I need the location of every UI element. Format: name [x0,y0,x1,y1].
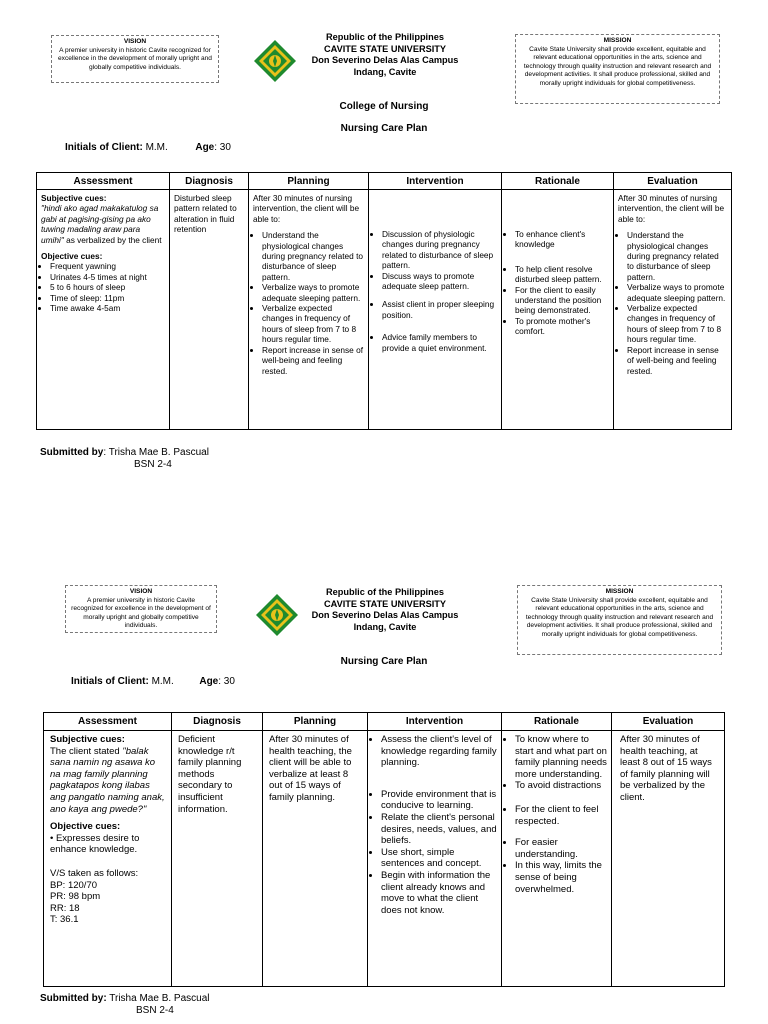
initials-value: M.M. [145,142,168,153]
list-item: • To promote mother's comfort. [515,316,609,337]
planning-cell [249,190,369,430]
list-item: • Relate the client's personal desires, needs, values, and beliefs. [381,812,497,847]
vision-text: A premier university in historic Cavite recognized for excellence in the development of morally upright and globally competitive individuals. [58,46,212,71]
submitted-name: : Trisha Mae B. Pascual [103,447,209,458]
list-item: • In this way, limits the sense of being overwhelmed. [515,860,607,895]
mission-title: MISSION [605,588,634,595]
submitted-by-1 [40,447,209,471]
mission-text: Cavite State University shall provide excellent, equitable and relevant educational opportunities in the arts, science and technology through quality instruction and relevant research and development activities. It shall produce professional, skilled and morally upright individuals for global competitiveness. [523,45,712,87]
mission-box [515,34,720,104]
client-info-2 [71,676,235,687]
university-header [300,32,470,78]
rationale-cell [502,190,614,430]
submitted-section: BSN 2-4 [134,459,172,470]
column-header-evaluation: Evaluation [612,713,725,731]
column-header-diagnosis: Diagnosis [172,713,263,731]
submitted-section: BSN 2-4 [136,1005,174,1016]
submitted-by-2 [40,993,210,1017]
campus-location: Indang, Cavite [353,66,417,77]
column-header-assessment: Assessment [44,713,172,731]
vs-temp: T: 36.1 [50,914,79,926]
subjective-cues-label: Subjective cues: [50,734,125,745]
university-header-2 [300,587,470,633]
rationale-list [506,229,609,337]
mission-title: MISSION [603,37,632,44]
plan-title: Nursing Care Plan [340,123,428,134]
list-item: • Verbalize expected changes in frequency of hours of sleep from 7 to 8 hours regular time. [627,303,727,345]
republic-text: Republic of the Philippines [326,587,444,597]
vision-box [51,35,219,83]
vision-box-2 [65,585,217,633]
care-plan-table-2 [43,712,725,987]
list-item: • Use short, simple sentences and concept. [381,847,497,870]
evaluation-intro: After 30 minutes of nursing intervention, the client will be able to: [618,193,725,224]
intervention-cell [369,190,502,430]
objective-cues-label: Objective cues: [50,821,121,833]
subjective-quote: "balak sana namin ng asawa ko na mag family planning pagkatapos kong ilabas ang pangatlo naming anak, ano kaya ang pwede?" [50,745,165,815]
list-item: • Report increase in sense of well-being and feeling rested. [627,345,727,376]
quote-prefix: The client stated [50,745,123,757]
intervention-cell [368,731,502,987]
submitted-label: Submitted by: [40,993,107,1004]
list-item: • Understand the physiological changes during pregnancy related to disturbance of sleep pattern. [627,230,727,282]
campus-name: Don Severino Delas Alas Campus [311,610,459,620]
list-item: • Urinates 4-5 times at night [50,272,165,282]
rationale-cell [502,731,612,987]
column-header-diagnosis: Diagnosis [170,173,249,190]
mission-box-2 [517,585,722,655]
list-item: • Verbalize expected changes in frequency of hours of sleep from 7 to 8 hours regular time. [262,303,364,345]
client-info [65,142,231,153]
diagnosis-cell [172,731,263,987]
planning-cell [263,731,368,987]
column-header-planning: Planning [249,173,369,190]
list-item: • For easier understanding. [515,837,607,860]
college-title: College of Nursing [339,101,429,112]
list-item: • Begin with information the client already knows and move to what the client does not know. [381,870,497,916]
diagnosis-cell [170,190,249,430]
campus-name: Don Severino Delas Alas Campus [311,55,459,65]
list-item: • Verbalize ways to promote adequate sleeping pattern. [262,282,364,303]
list-item: • To avoid distractions [515,780,607,792]
column-header-evaluation: Evaluation [614,173,732,190]
column-header-intervention: Intervention [368,713,502,731]
evaluation-text: After 30 minutes of health teaching, at least 8 out of 15 ways of family planning will be verbalized by the client. [620,734,712,803]
age-label: Age [195,142,215,153]
planning-list [253,230,364,376]
list-item: • Provide environment that is conducive to learning. [381,789,497,812]
diagnosis-text: Disturbed sleep pattern related to alteration in fluid retention [174,193,237,235]
list-item: • To enhance client's knowledge [515,229,609,250]
evaluation-list [618,230,727,376]
vision-text: A premier university in historic Cavite recognized for excellence in the development of morally upright and globally competitive individuals. [71,596,211,630]
assessment-cell [37,190,170,430]
list-item: • To know where to start and what part on family planning needs more understanding. [515,734,607,780]
list-item: • Report increase in sense of well-being and feeling rested. [262,345,364,376]
care-plan-table-1 [36,172,732,430]
objective-cues-list [41,261,165,313]
plan-title-2: Nursing Care Plan [340,656,428,667]
subjective-quote: "hindi ako agad makakatulog sa gabi at pagising-gising pa ako tuwing madaling araw para umihi" [41,203,159,245]
column-header-rationale: Rationale [502,713,612,731]
vs-bp: BP: 120/70 [50,879,98,891]
list-item: • Assess the client's level of knowledge regarding family planning. [381,734,497,769]
list-item: • Frequent yawning [50,261,165,271]
list-item: • Advice family members to provide a quiet environment. [382,332,497,353]
vision-title: VISION [129,588,153,595]
initials-label: Initials of Client: [71,676,149,687]
objective-cues-label: Objective cues: [41,251,103,262]
campus-location: Indang, Cavite [353,621,417,632]
submitted-label: Submitted by [40,447,104,458]
list-item: • Discuss ways to promote adequate sleep pattern. [382,271,497,292]
column-header-assessment: Assessment [37,173,170,190]
age-value: : 30 [214,142,231,153]
planning-text: After 30 minutes of health teaching, the client will be able to verbalize at least 8 out of 15 ways of family planning. [269,734,352,803]
rationale-list [506,734,607,895]
list-item: • 5 to 6 hours of sleep [50,282,165,292]
list-item: • For the client to easily understand the position being demonstrated. [515,285,609,316]
university-logo [253,39,297,83]
vs-label: V/S taken as follows: [50,867,139,879]
evaluation-cell [612,731,725,987]
vs-rr: RR: 18 [50,902,80,914]
age-label: Age [199,676,219,687]
planning-intro: After 30 minutes of nursing intervention, the client will be able to: [253,193,360,224]
university-name: CAVITE STATE UNIVERSITY [324,598,446,609]
evaluation-cell [614,190,732,430]
list-item: • For the client to feel respected. [515,804,607,827]
diagnosis-text: Deficient knowledge r/t family planning methods secondary to insufficient information. [178,734,242,815]
list-item: • To help client resolve disturbed sleep pattern. [515,264,609,285]
university-name: CAVITE STATE UNIVERSITY [324,43,446,54]
age-value: : 30 [218,676,235,687]
republic-text: Republic of the Philippines [326,32,444,42]
mission-text: Cavite State University shall provide excellent, equitable and relevant educational opportunities in the arts, science and technology through quality instruction and relevant research and development activities. It shall produce professional, skilled and morally upright individuals for global competitiveness. [525,596,714,638]
quote-suffix: as verbalized by the client [63,234,162,245]
objective-cue-item: • Expresses desire to enhance knowledge. [50,832,140,856]
initials-label: Initials of Client: [65,142,143,153]
column-header-rationale: Rationale [502,173,614,190]
list-item: • Assist client in proper sleeping position. [382,299,497,320]
intervention-list [373,229,497,353]
list-item: • Verbalize ways to promote adequate sleeping pattern. [627,282,727,303]
university-logo [255,593,299,637]
vs-pr: PR: 98 bpm [50,891,101,903]
list-item: • Time of sleep: 11pm [50,293,165,303]
column-header-planning: Planning [263,713,368,731]
list-item: • Time awake 4-5am [50,303,165,313]
column-header-intervention: Intervention [369,173,502,190]
submitted-name: Trisha Mae B. Pascual [106,993,210,1004]
initials-value: M.M. [151,676,174,687]
subjective-cues-label: Subjective cues: [41,193,107,203]
intervention-list [372,734,497,916]
list-item: Expresses desire to enhance knowledge. [50,832,140,856]
list-item: • Discussion of physiologic changes during pregnancy related to disturbance of sleep pattern. [382,229,497,271]
list-item: • Understand the physiological changes during pregnancy related to disturbance of sleep pattern. [262,230,364,282]
assessment-cell [44,731,172,987]
vision-title: VISION [123,38,147,45]
